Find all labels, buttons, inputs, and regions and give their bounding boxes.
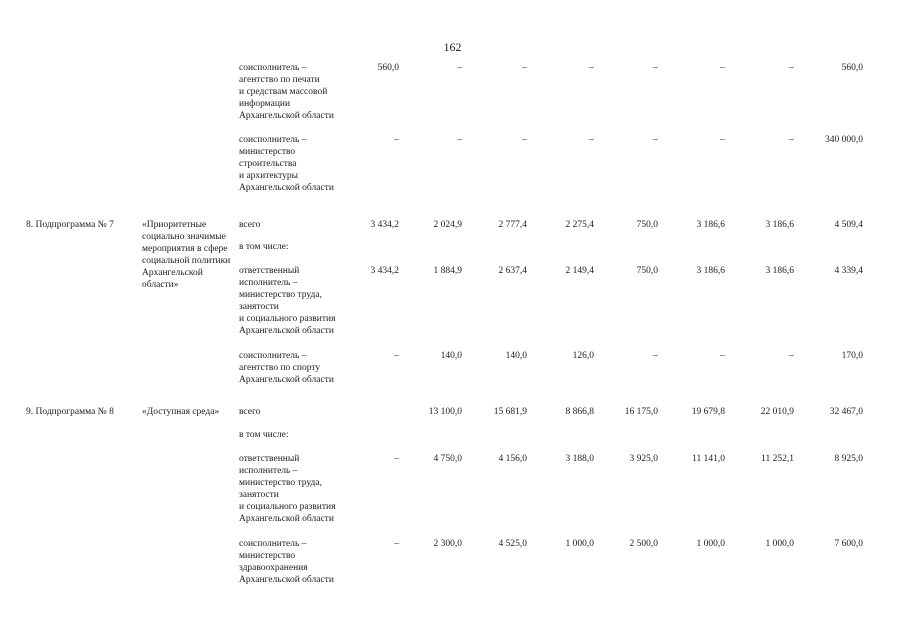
value-cell: 13 100,0 (428, 407, 462, 417)
value-cell: – (589, 63, 594, 73)
value-cell: 560,0 (377, 63, 399, 73)
executor-cell: в том числе: (239, 430, 289, 440)
value-cell: 4 525,0 (498, 539, 527, 549)
value-cell: – (720, 351, 725, 361)
page-number: 162 (443, 40, 462, 54)
value-cell: – (394, 454, 399, 464)
value-cell: 8 925,0 (834, 454, 863, 464)
value-cell: 4 156,0 (498, 454, 527, 464)
value-cell: – (457, 135, 462, 145)
value-cell: 2 500,0 (629, 539, 658, 549)
value-cell: 126,0 (572, 351, 594, 361)
value-cell: 140,0 (440, 351, 462, 361)
value-cell: 32 467,0 (829, 407, 863, 417)
value-cell: 3 186,6 (696, 220, 725, 230)
value-cell: – (457, 63, 462, 73)
value-cell: 2 275,4 (565, 220, 594, 230)
value-cell: 15 681,9 (493, 407, 527, 417)
executor-cell: соисполнитель – министерство строительства и архитектуры Архангельской области (239, 135, 334, 193)
value-cell: 2 777,4 (498, 220, 527, 230)
executor-cell: всего (239, 220, 261, 230)
value-cell: – (720, 63, 725, 73)
value-cell: 3 434,2 (370, 220, 399, 230)
value-cell: – (522, 63, 527, 73)
value-cell: 2 149,4 (565, 266, 594, 276)
value-cell: – (653, 63, 658, 73)
executor-cell: ответственный исполнитель – министерство труда, занятости и социального развития Архангельской области (239, 266, 336, 336)
value-cell: 340 000,0 (825, 135, 863, 145)
value-cell: 560,0 (841, 63, 863, 73)
value-cell: 750,0 (636, 220, 658, 230)
value-cell: 2 024,9 (433, 220, 462, 230)
value-cell: – (653, 351, 658, 361)
value-cell: – (589, 135, 594, 145)
program-name-cell: «Приоритетные социально значимые мероприятия в сфере социальной политики Архангельской области» (142, 220, 231, 290)
value-cell: 11 252,1 (761, 454, 794, 464)
value-cell: 3 188,0 (565, 454, 594, 464)
executor-cell: соисполнитель – министерство здравоохранения Архангельской области (239, 539, 334, 585)
value-cell: 140,0 (505, 351, 527, 361)
value-cell: 750,0 (636, 266, 658, 276)
value-cell: 3 186,6 (696, 266, 725, 276)
executor-cell: в том числе: (239, 242, 289, 252)
value-cell: 3 186,6 (765, 220, 794, 230)
value-cell: 11 141,0 (692, 454, 725, 464)
value-cell: 2 300,0 (433, 539, 462, 549)
value-cell: 1 000,0 (765, 539, 794, 549)
executor-cell: ответственный исполнитель – министерство труда, занятости и социального развития Архангельской области (239, 454, 336, 524)
value-cell: – (789, 135, 794, 145)
value-cell: 4 339,4 (834, 266, 863, 276)
value-cell: 2 637,4 (498, 266, 527, 276)
program-name-cell: «Доступная среда» (142, 407, 220, 417)
value-cell: 22 010,9 (760, 407, 794, 417)
value-cell: – (394, 351, 399, 361)
value-cell: – (720, 135, 725, 145)
value-cell: – (394, 539, 399, 549)
value-cell: 3 925,0 (629, 454, 658, 464)
value-cell: 170,0 (841, 351, 863, 361)
value-cell: 3 434,2 (370, 266, 399, 276)
value-cell: – (789, 351, 794, 361)
value-cell: 8 866,8 (565, 407, 594, 417)
value-cell: 7 600,0 (834, 539, 863, 549)
value-cell: – (394, 135, 399, 145)
value-cell: 1 884,9 (433, 266, 462, 276)
value-cell: 4 750,0 (433, 454, 462, 464)
executor-cell: соисполнитель – агентство по печати и средствам массовой информации Архангельской области (239, 63, 334, 121)
value-cell: – (789, 63, 794, 73)
value-cell: 16 175,0 (624, 407, 658, 417)
value-cell: 3 186,6 (765, 266, 794, 276)
value-cell: 1 000,0 (565, 539, 594, 549)
value-cell: 4 509,4 (834, 220, 863, 230)
value-cell: 1 000,0 (696, 539, 725, 549)
program-cell: 8. Подпрограмма № 7 (26, 220, 114, 230)
executor-cell: соисполнитель – агентство по спорту Архангельской области (239, 351, 334, 385)
value-cell: – (653, 135, 658, 145)
value-cell: – (522, 135, 527, 145)
program-cell: 9. Подпрограмма № 8 (26, 407, 114, 417)
value-cell: 19 679,8 (691, 407, 725, 417)
executor-cell: всего (239, 407, 261, 417)
